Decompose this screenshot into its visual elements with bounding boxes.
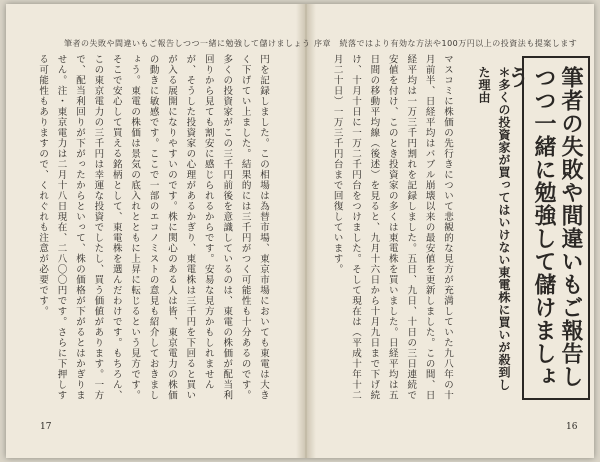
left-page-number: 17: [40, 422, 52, 432]
left-running-head: 筆者の失敗や間違いもご報告しつつ一緒に勉強して儲けましょう: [64, 39, 311, 48]
left-page: [6, 4, 311, 458]
right-body-text: マスコミに株価の先行きについて悲観的な見方が充満していた九八年の十月前半、日経平均はバブル崩壊以来の最安値を更新しました。この間、日経平均は一万三千円割れを記録しました。五日、九日、十日の三日連続で安値を付け、このとき投資家の多くは東電株を買いました。日経平均は五日間の移動平均線（後述）を見ると、九月十六日から十月九日まで下げ続け、十月十日に一万二千円台をつけました。そして現在は（平成十年十二月二十日）一万三千円台まで回復しています。: [331, 54, 453, 401]
book-spread: [6, 4, 594, 458]
right-running-head: 序章 続落ではより有効な方法や100万円以上の投資法も提案します: [314, 39, 578, 48]
chapter-title-box: [504, 56, 590, 400]
chapter-title: 筆者の失敗や間違いもご報告しつつ一緒に勉強して儲けましょう: [504, 66, 583, 388]
right-page: [314, 4, 594, 458]
left-body-text: 円を記録しました。この相場は為替市場、東京市場においても東電は大きく下げてい上ました。結果的には三千円がつく可能性も十分あるのです。多くの投資家がこの三千円前後を意識しているのは、東電の株価が配当利回りから見ても割安に感じられるからです。安易な見方かもしれませんが、そうした投資家の心理があるかぎり、東電株は三千円を下回ると買いが入る展開になりやすいのです。株に関心のある人は皆、東京電力の株価の動きに敏感です。ここで一部のエコノミストの意見も紹介しておきましょう。東電の株価は景気の底入れとともに上昇に転じるという見方です。そこで安心して買える銘柄として、東電株を選んだわけです。もちろん、この東京電力の三千円は幸運な投資でしたし、買う価値があります。一方で、配当利回りが下がったからといって、株の価格が下がるとはかぎりません。注・東京電力は二月十八日現在、二八〇〇円です。さらに下押しする可能性もありますので、くれぐれも注意が必要です。: [37, 54, 269, 401]
section-subtitle: ＊多くの投資家が買ってはいけない東電株に買いが殺到した理由: [477, 66, 511, 391]
right-page-number: 16: [566, 422, 578, 432]
book-gutter: [296, 4, 316, 458]
